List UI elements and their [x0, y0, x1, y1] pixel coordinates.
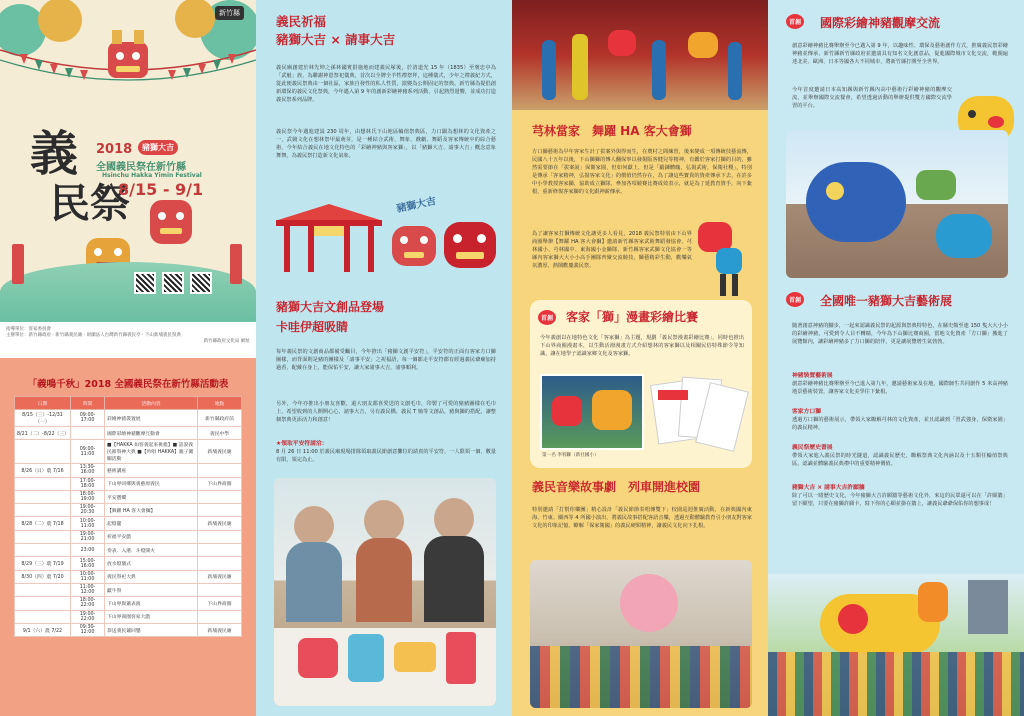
sec3-title: 芎林當家 舞躍 HA 客大會獅	[532, 124, 692, 138]
schedule-date-cell	[15, 490, 71, 503]
sec5-title: 義民音樂故事劇 列車開進校園	[532, 480, 701, 494]
sec7-paragraph: 隨著創意神豬的腳步，一起來認識義民祭的起源與祭典特特色，在縣史館至連 150 隻大大小小的彩繪神豬，可愛到令人目不轉睛，今年為下山獅比賽商圈，當地文化資產「方口獅」搬進了展覽館內，讓彩繪神豬多了力口獅的陪伴，更是讓展覽增生氣勃勃。	[792, 323, 1008, 346]
sec2-paragraph-1: 每年義民祭的文創商品都備受矚目，今年推出「豬獅文創平安符」，平安符的正面有客家方口獅圖樣，而背面則是豬的團樣及「請事平安」之祝福語，每一個都走平安符都有經過義民爺廟加持過香，配戴在身上，能保佑平安，讓大家諸事大吉，諸事順利。	[276, 349, 496, 372]
qr-code[interactable]	[162, 272, 184, 294]
table-row	[15, 570, 242, 583]
schedule-content-cell: 下山界商圈客家大戲	[105, 610, 198, 623]
sec7-sub-4-text: 除了可以一睹歷史文化，今年豬獅大吉許願牆等藝術文化外，來這的民眾還可以在「許願牆」留下願望，只要在豬獅許願卡，寫下你的心願並掛在牆上，讓義民爺爺保佑你的想事成！	[792, 493, 1008, 508]
sec6-paragraph-2: 今年首度邀請日本高知縣與新竹縣內高中藝術行彩繪神豬的觀摩交流，並舉辦國際交流餐會，希望透過活動的舉辦提供雙方國際交流學習的平台。	[792, 87, 952, 110]
table-row	[15, 440, 242, 464]
schedule-place-cell	[198, 504, 242, 517]
schedule-date-cell	[15, 597, 71, 610]
schedule-date-cell	[15, 504, 71, 517]
sec4-title: 客家「獅」漫畫彩繪比賽	[566, 310, 699, 324]
lion-dancer-illustration	[696, 222, 758, 296]
footer-line-1: 指導單位：客家委員會	[6, 327, 51, 332]
table-row	[15, 530, 242, 543]
schedule-date-cell: 8/21（二）-8/22（三）	[15, 427, 71, 440]
schedule-content-cell: 奏表．入港．斗燈開火	[105, 544, 198, 557]
sec7-badge-wrap	[786, 292, 804, 307]
first-badge: 首創	[786, 292, 804, 307]
schedule-content-cell: 獻牛祭	[105, 583, 198, 596]
schedule-time-cell: 10:00-11:00	[71, 570, 105, 583]
table-row	[15, 544, 242, 557]
schedule-time-cell: 15:00-16:00	[71, 557, 105, 570]
lion-head-illustration	[150, 200, 192, 244]
schedule-place-cell	[198, 583, 242, 596]
schedule-body	[15, 410, 242, 637]
sec3-paragraph-2: 為了讓客家打獅傳統文化讓更多人看見，2018 義民祭特別由下山界商圈舉辦【舞躍 HA 客大會獅】邀請新竹縣客家武術舞蹈發協會、芎林國小、芎林國中、東海國小金獅隊、新竹縣客家武獅文化協會一等縣內客家獅大大小小高手團隊齊聚交流競技，獅藝精彩生動，歡樂氣氛濃厚，熱鬧歡慶義民祭。	[532, 231, 692, 270]
schedule-date-cell: 8/29（三）農 7/19	[15, 557, 71, 570]
schedule-place-cell: 新埔義民廟	[198, 517, 242, 530]
sec2-title-2: 卡哇伊超吸睛	[276, 320, 349, 334]
sec7-sub-3: 義民祭歷史書展	[792, 445, 833, 451]
sec6-badge-wrap	[786, 14, 804, 29]
poster-big-char-2: 民祭	[50, 180, 130, 227]
poster-title-english: Hsinchu Hakka Yimin Festival	[102, 172, 202, 179]
schedule-place-cell	[198, 557, 242, 570]
schedule-place-cell: 新埔義民廟	[198, 623, 242, 636]
schedule-time-cell: 19:00-21:00	[71, 530, 105, 543]
sec2-title-1: 豬獅大吉文創品登場	[276, 300, 385, 314]
lion-dance-photo	[512, 0, 768, 110]
sec7-sub-4: 豬獅大吉 × 請事大吉許願牆	[792, 485, 865, 491]
schedule-place-cell	[198, 530, 242, 543]
sec2-paragraph-2: 另外，今年亦推出小朋友喜歡，還大朋友都喜愛送的文創毛巾，印製了可愛的豬豬圖樣在毛巾上，希望收到的人開開心心，諸事大吉，另有義民橋、義民 T 恤等文創品，豬與獅的搭配，讓整個祭典更添活力和創意！	[276, 401, 496, 424]
schedule-date-cell	[15, 544, 71, 557]
school-performance-photo	[530, 560, 752, 708]
schedule-date-cell	[15, 530, 71, 543]
qr-codes	[134, 272, 212, 294]
comic-caption: 第一名 李宥聯（新社國小）	[542, 453, 599, 458]
schedule-place-cell	[198, 464, 242, 477]
schedule-time-cell: 19:00-20:30	[71, 504, 105, 517]
sec5-paragraph: 特別邀請「打幫你樂團」精心設計「義民節節奏唱傳雙下」校園巡迴推廣活動，在新典國內東海、竹東、關西等 4 所國小演出，將義民故事搭配客語音樂，透過互動體驗教育引小朋友對客家文化的印象記憶，瞭解「保家衛國」的義民硬頸精神，讓義民文化向下扎根。	[532, 507, 752, 530]
schedule-place-cell: 下山界商圈	[198, 477, 242, 490]
lion-caption: 豬獅大吉	[395, 195, 438, 215]
table-row	[15, 517, 242, 530]
poster-title: 全國義民祭在新竹縣	[96, 162, 186, 173]
table-row	[15, 557, 242, 570]
giant-pig-sculptures-photo	[786, 130, 1008, 278]
schedule-time-cell: 13:30-16:00	[71, 464, 105, 477]
table-row	[15, 490, 242, 503]
footer-line-3: 新竹縣政府文化局 網址	[203, 339, 250, 344]
schedule-time-cell: 09:00-11:00	[71, 440, 105, 464]
pig-art-exhibition-photo	[768, 574, 1024, 716]
schedule-place-cell	[198, 544, 242, 557]
schedule-content-cell: 義民祭祀大典	[105, 570, 198, 583]
schedule-header-row	[15, 397, 242, 410]
schedule-content-cell: 起燈籠	[105, 517, 198, 530]
schedule-place-cell: 下山界商圈	[198, 597, 242, 610]
schedule-time-cell: 11:00-12:00	[71, 583, 105, 596]
schedule-content-cell: 彩繪神豬裝置展	[105, 410, 198, 427]
schedule-time-cell: 09:30-12:00	[71, 623, 105, 636]
sec2-subtitle: ★領取平安符請洽：	[276, 441, 328, 447]
table-row	[15, 623, 242, 636]
schedule-place-cell: 新埔義民廟	[198, 440, 242, 464]
header-date: 日期	[15, 397, 71, 410]
pig-lion-illustration	[392, 226, 436, 266]
poster-dates: 8/15 - 9/1	[118, 180, 204, 199]
schedule-content-cell: 【舞躍 HA 客大會獅】	[105, 504, 198, 517]
schedule-place-cell	[198, 610, 242, 623]
festival-poster	[0, 0, 256, 358]
schedule-date-cell	[15, 583, 71, 596]
lion-head-red-illustration	[444, 222, 496, 268]
schedule-content-cell: ■【HAKKA 如客義起來挑擔】■ 話說義民節祭神大典 ■【吟唱 HAKKA】親子闖關活動	[105, 440, 198, 464]
schedule-content-cell: 藝術講座	[105, 464, 198, 477]
tower-illustration	[12, 244, 24, 284]
schedule-time-cell: 18:00-22:00	[71, 597, 105, 610]
column-lion-dance	[512, 0, 768, 716]
column-poster-schedule	[0, 0, 256, 716]
poster-year: 2018	[96, 142, 133, 157]
schedule-content-cell: 國際彩繪神豬觀摩互動會	[105, 427, 198, 440]
schedule-place-cell	[198, 490, 242, 503]
sec3-paragraph-1: 方口獅藝術為早年客家生計了拔案外與得而生，在農村之間練習，後來變成一項傳統技藝流傳，民國八十五年以後，下山獅獅的傳人翻保寧以發揚版客健兒等精神，有鑑於客家打獅的目的，雖然需要節在「拔案說」保衛家園，但如何獻上，但是「鍛鍊體魄，弘揚武術，保衛社稷」，特別是傳承「客家精神，弘揚客家文化」的價值仍然存在，為了讓這些寶貴的資產傳承下去，在許多中小學教授客家獅，協助成立獅隊，參加各項競賽比賽成效表示，就是為了延教育資手，向下紮根，重新修復客家獅的文化跟神薪傳承。	[532, 149, 752, 196]
poster-big-char-1: 義	[30, 126, 79, 182]
table-row	[15, 464, 242, 477]
header-content: 活動內容	[105, 397, 198, 410]
schedule-content-cell: 下山界與蕭表演	[105, 597, 198, 610]
first-badge: 首創	[786, 14, 804, 29]
schedule-place-cell: 新竹縣政府前	[198, 410, 242, 427]
schedule-content-cell: 祈福平安戲	[105, 530, 198, 543]
people-photo	[274, 478, 496, 706]
header-time: 時間	[71, 397, 105, 410]
schedule-time-cell: 09:00-17:00	[71, 410, 105, 427]
schedule-date-cell: 8/28（二）農 7/18	[15, 517, 71, 530]
sec2-paragraph-3: 8 月 26 日 11:00 於義民廟現場排隊領取義民節創意攤位的請責的平安符，一人限領一個，數量有限，領完為止。	[276, 449, 496, 464]
sec7-sub-2: 客家方口獅	[792, 409, 821, 415]
schedule-date-cell: 8/15（三）-12/31（一）	[15, 410, 71, 427]
schedule-content-cell: 平安寶燭	[105, 490, 198, 503]
schedule-date-cell	[15, 440, 71, 464]
schedule-time-cell: 18:00-19:00	[71, 490, 105, 503]
schedule-content-cell: 恭送義民爺回鑾	[105, 623, 198, 636]
poster-pill: 豬獅大吉	[138, 140, 178, 155]
comic-artwork	[540, 374, 644, 450]
poster-footer	[0, 322, 256, 358]
schedule-content-cell: 下山界同鄉與義藝原義民	[105, 477, 198, 490]
schedule-time-cell: 23:00	[71, 544, 105, 557]
schedule-time-cell: 10:00-11:00	[71, 517, 105, 530]
comic-contest-box	[530, 300, 752, 468]
sec1-paragraph-1: 義民廟創建於林先坤之孫林國賓捐施地而建義民塚後，於清道光 15 年（1835）至褒忠亭為「武魁」族，為聯謝神恩祭祀儀典，首次以全牌全羊牲禮祭拜，這種儀式，少年之禮義紀方式，從此便義民祭典由一個社區，家族自發性的私人性質，演變為公開固定的祭典。新竹縣為提倡創新環保的義民文化祭典，今年邁入第 9 年的創新彩繪神豬系列活動，引起熱烈迴響，並成功打造義民祭系列品牌。	[276, 65, 496, 104]
sec4-paragraph: 今年義創以在地特色文化「客家獅」為主題，規劃「義民祭漫畫彩繪比賽」，同時也推出下山界商圈漫畫本，以生動活潑漫畫方式介紹想林的客家獅以及相關民俗特殊節令等知識，讓在地學子認識家鄉文化及客家獅。	[540, 335, 744, 358]
schedule-time-cell: 19:00-22:00	[71, 610, 105, 623]
sec1-paragraph-2: 義民祭今年邁進建設 230 周年，由想林氏下山地區輪值祭典區，力口闢為想林的文化資產之一，武競文化在想林祭甲最萌芽，是一種結合武術、舞象、戲劇、舞蹈及客家傳統中的綜合藝術，今年結合義民在地文化特色的「彩繪神豬與客家獅」，以「豬獅大吉、請事大吉」概念意象舞舞，為義民祭打造新文化氣象。	[276, 129, 496, 160]
schedule-place-cell: 義民中學	[198, 427, 242, 440]
sec7-sub-3-text: 帶領大家進入義民祭的時光隧道，認識義民歷史，瞭解祭典文化內涵以及十五類任輪值祭典區，認識並體驗義民典禮中的重要精神價值。	[792, 453, 1008, 468]
schedule-date-cell	[15, 477, 71, 490]
first-badge: 首創	[538, 310, 556, 325]
sec7-sub-1: 神豬裝置藝術展	[792, 373, 833, 379]
sec1-title-2: 豬獅大吉 × 請事大吉	[276, 32, 396, 47]
schedule-date-cell: 8/30（四）農 7/20	[15, 570, 71, 583]
table-row	[15, 583, 242, 596]
table-row	[15, 597, 242, 610]
column-blessing	[256, 0, 512, 716]
table-row	[15, 504, 242, 517]
qr-code[interactable]	[190, 272, 212, 294]
schedule-place-cell: 新埔義民廟	[198, 570, 242, 583]
sec7-sub-1-text: 創意彩繪神豬比賽舉辦至今已進入第九年，邀請藝術家及在地、國際師生共同創作 5 米高神豬地景藝術裝置，讓客家文化美學往下紮根。	[792, 381, 1008, 396]
schedule-time-cell: 17:00-18:00	[71, 477, 105, 490]
comic-books-illustration	[654, 376, 744, 460]
sec7-title: 全國唯一豬獅大吉藝術展	[820, 294, 953, 308]
header-place: 地點	[198, 397, 242, 410]
mountain-illustration	[0, 262, 256, 322]
government-logo: 新竹縣	[215, 6, 244, 20]
tower-illustration-2	[230, 244, 242, 284]
table-row	[15, 427, 242, 440]
schedule-content-cell: 放水燈儀式	[105, 557, 198, 570]
column-international	[768, 0, 1024, 716]
schedule-title: 「義鳴千秋」2018 全國義民祭在新竹縣活動表	[27, 379, 229, 390]
sec7-sub-2-text: 透過方口獅的藝術展示，帶領大家瞭解芎林的文化資產，並且認識到「習武強身，保衛家園」的義民精神。	[792, 417, 1008, 432]
sec4-badge-wrap	[538, 310, 556, 325]
table-row	[15, 610, 242, 623]
schedule-date-cell: 8/26（日）農 7/16	[15, 464, 71, 477]
temple-gate-illustration	[274, 196, 384, 276]
qr-code[interactable]	[134, 272, 156, 294]
schedule-date-cell	[15, 610, 71, 623]
footer-line-2: 主辦單位：新竹縣政府 · 新竹縣義民廟 · 財團法人台灣新竹縣義民亭 · 下山新埔義民祭典	[6, 333, 181, 338]
table-row	[15, 477, 242, 490]
sec6-paragraph-1: 創意彩繪神豬比賽舉辦至今已邁入第 9 年，以趣味性、環保及藝術創作方式，推廣義民祭彩繪神豬並傳承，新竹縣新竹縣政府並邀請具有知名文化創意品，促進國際城市文化交流，範圍遍達北美、歐洲、日本等國各大不同城市，將新竹縣打開至全世界。	[792, 43, 1008, 66]
sec1-title-1: 義民祈福	[276, 14, 327, 29]
schedule-date-cell: 9/1（六）農 7/22	[15, 623, 71, 636]
sec6-title: 國際彩繪神豬觀摩交流	[820, 16, 941, 30]
schedule-table	[14, 396, 242, 637]
schedule-time-cell	[71, 427, 105, 440]
table-row	[15, 410, 242, 427]
